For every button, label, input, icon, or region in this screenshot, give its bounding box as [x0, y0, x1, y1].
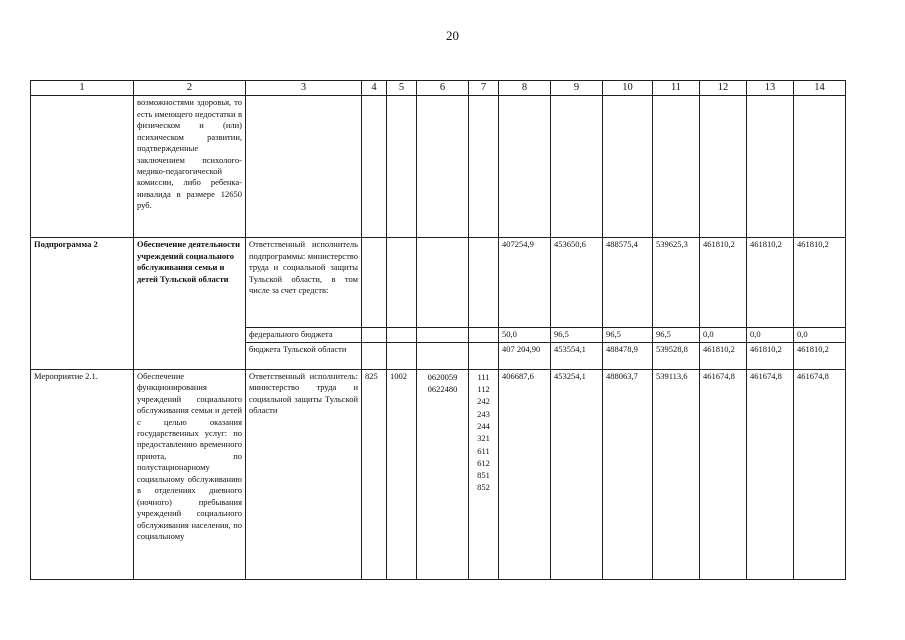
expense-type-code: 242	[477, 396, 490, 407]
column-number: 1	[31, 81, 134, 96]
subprogram-2-row	[31, 238, 846, 328]
target-article-codes	[417, 369, 469, 579]
value-cell: 461810,2	[794, 238, 846, 328]
value-cell: 453650,6	[551, 238, 603, 328]
value-cell: 461810,2	[747, 342, 794, 369]
column-number: 12	[700, 81, 747, 96]
value-cell: 407 204,90	[499, 342, 551, 369]
value-cell: 488063,7	[603, 369, 653, 579]
continuation-text: возможностями здоровья, то есть имеющего недостатки в физическом и (или) психическом развитии, подтвержденные заключением психолого-медико-педагогической комиссии, либо ребенка-инвалида в размере 12650 руб.	[134, 96, 246, 238]
subprogram-2-executor: Ответственный исполнитель подпрограммы: министерство труда и социальной защиты Тульской области, в том числе за счет средств:	[246, 238, 362, 328]
value-cell: 539113,6	[653, 369, 700, 579]
measure-2-1-row	[31, 369, 846, 579]
column-number: 4	[362, 81, 387, 96]
target-article-code: 0622480	[427, 383, 458, 394]
column-number: 3	[246, 81, 362, 96]
regional-budget-label: бюджета Тульской области	[246, 342, 362, 369]
measure-2-1-title: Обеспечение функционирования учреждений социального обслуживания семьи и детей с целью оказания государственных услуг: по предоставлению временного приюта, по полустационарному социальному обслуживанию в отделениях дневного (ночного) пребывания учреждений социального обслуживания населения, по социальному	[134, 369, 246, 579]
program-table	[30, 80, 846, 580]
value-cell: 0,0	[700, 328, 747, 342]
value-cell: 406687,6	[499, 369, 551, 579]
value-cell: 461810,2	[747, 238, 794, 328]
expense-type-code: 112	[477, 383, 490, 394]
value-cell: 96,5	[603, 328, 653, 342]
value-cell: 488478,9	[603, 342, 653, 369]
value-cell: 407254,9	[499, 238, 551, 328]
federal-budget-label: федерального бюджета	[246, 328, 362, 342]
column-number: 10	[603, 81, 653, 96]
value-cell: 461810,2	[700, 342, 747, 369]
expense-type-code: 852	[477, 482, 490, 493]
subprogram-2-title: Обеспечение деятельности учреждений социального обслуживания семьи и детей Тульской области	[134, 238, 246, 369]
expense-type-code: 851	[477, 470, 490, 481]
expense-type-code: 612	[477, 457, 490, 468]
column-number: 9	[551, 81, 603, 96]
value-cell: 50,0	[499, 328, 551, 342]
section-code: 1002	[387, 369, 417, 579]
column-number: 7	[469, 81, 499, 96]
value-cell: 539625,3	[653, 238, 700, 328]
value-cell: 0,0	[747, 328, 794, 342]
column-number: 6	[417, 81, 469, 96]
expense-type-code: 243	[477, 408, 490, 419]
column-number: 14	[794, 81, 846, 96]
column-number: 8	[499, 81, 551, 96]
value-cell: 96,5	[551, 328, 603, 342]
value-cell: 461674,8	[794, 369, 846, 579]
expense-type-code: 244	[477, 420, 490, 431]
page-number: 20	[446, 28, 459, 43]
value-cell: 461810,2	[700, 238, 747, 328]
expense-type-code: 111	[477, 371, 490, 382]
grbs-code: 825	[362, 369, 387, 579]
value-cell: 539528,8	[653, 342, 700, 369]
column-number: 13	[747, 81, 794, 96]
column-number: 5	[387, 81, 417, 96]
expense-type-codes	[469, 369, 499, 579]
value-cell: 461674,8	[747, 369, 794, 579]
continuation-row	[31, 96, 846, 238]
target-article-code: 0620059	[427, 371, 458, 382]
value-cell: 461810,2	[794, 342, 846, 369]
column-number: 2	[134, 81, 246, 96]
measure-2-1-label: Мероприятие 2.1.	[31, 369, 134, 579]
expense-type-code: 611	[477, 445, 490, 456]
expense-type-code: 321	[477, 433, 490, 444]
value-cell: 453254,1	[551, 369, 603, 579]
column-number: 11	[653, 81, 700, 96]
column-number-row	[31, 81, 846, 96]
value-cell: 488575,4	[603, 238, 653, 328]
value-cell: 0,0	[794, 328, 846, 342]
subprogram-2-label: Подпрограмма 2	[31, 238, 134, 369]
value-cell: 461674,8	[700, 369, 747, 579]
value-cell: 453554,1	[551, 342, 603, 369]
value-cell: 96,5	[653, 328, 700, 342]
measure-2-1-executor: Ответственный исполнитель: министерство труда и социальной защиты Тульской области	[246, 369, 362, 579]
